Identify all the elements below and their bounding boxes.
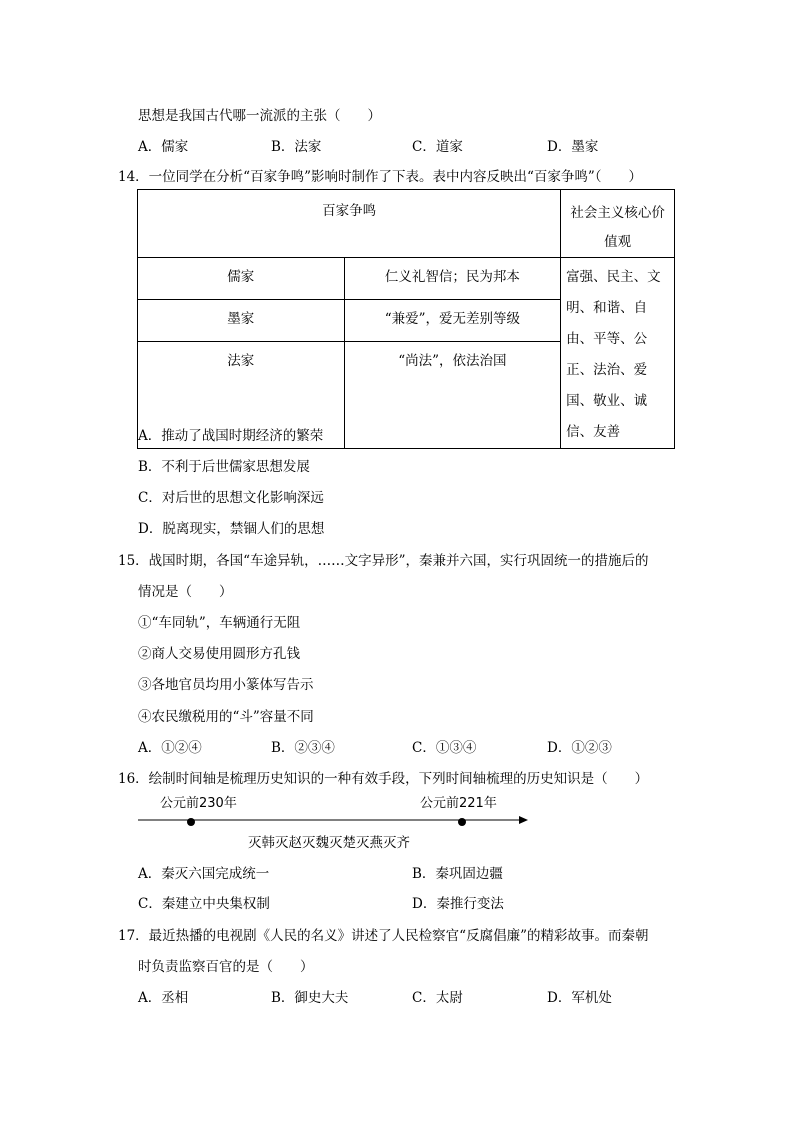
table-idea-cell: [344, 300, 561, 342]
table-values-cell: [561, 258, 675, 449]
timeline-axis: [138, 812, 538, 828]
timeline-start-label: 公元前230年: [160, 796, 237, 811]
timeline-caption: 灭韩灭赵灭魏灭楚灭燕灭齐: [248, 835, 410, 851]
q13-option-a: A．儒家: [138, 139, 189, 155]
table-school-cell: [138, 300, 345, 342]
q16-timeline: [138, 792, 538, 852]
q14-stem: 14．一位同学在分析“百家争鸣”影响时制作了下表。表中内容反映出“百家争鸣”（ ）: [118, 169, 643, 185]
header-right-line2: 值观: [604, 234, 632, 250]
q15-option-a: A．①②④: [138, 740, 202, 756]
timeline-end-label: 公元前221年: [420, 796, 497, 811]
q16-option-c: C．秦建立中央集权制: [138, 896, 270, 912]
q17-option-a: A．丞相: [138, 990, 189, 1006]
q17-option-c: C．太尉: [412, 990, 463, 1006]
q15-stem-line1: 15．战国时期，各国“车途异轨，……文字异形”，秦兼并六国，实行巩固统一的措施后的: [118, 553, 649, 569]
q15-option-c: C．①③④: [412, 740, 477, 756]
q16-option-d: D．秦推行变法: [412, 896, 504, 912]
idea-text: 仁义礼智信；民为邦本: [384, 269, 520, 285]
q13-stem: 思想是我国古代哪一流派的主张（ ）: [138, 108, 381, 124]
q15-stem-line2: 情况是（ ）: [138, 584, 233, 600]
idea-text: “兼爱”，爱无差别等级: [384, 311, 521, 328]
header-right-line1: 社会主义核心价: [570, 205, 665, 221]
q13-option-b: B．法家: [271, 139, 322, 155]
q16-option-b: B．秦巩固边疆: [412, 866, 503, 882]
q14-option-d: D．脱离现实，禁锢人们的思想: [138, 521, 325, 537]
q13-option-d: D．墨家: [547, 139, 599, 155]
school-text: 法家: [227, 353, 255, 370]
table-idea-cell: [344, 258, 561, 300]
q15-item-1: ①“车同轨”，车辆通行无阻: [138, 615, 301, 631]
school-text: 儒家: [227, 269, 255, 285]
q15-item-4: ④农民缴税用的“斗”容量不同: [138, 709, 314, 725]
q14-option-b: B．不利于后世儒家思想发展: [138, 459, 310, 475]
table-idea-cell: [344, 342, 561, 449]
timeline-start-dot: [187, 818, 195, 826]
q14-table: [137, 189, 675, 449]
table-header-left: [138, 190, 561, 258]
q14-option-a: A．推动了战国时期经济的繁荣: [138, 428, 324, 444]
table-header-right: [561, 190, 675, 258]
header-left-text: 百家争鸣: [322, 203, 377, 219]
timeline-arrow-icon: [519, 816, 528, 824]
q17-stem-line2: 时负责监察百官的是（ ）: [138, 959, 314, 975]
q17-option-b: B．御史大夫: [271, 990, 349, 1006]
q16-option-a: A．秦灭六国完成统一: [138, 866, 270, 882]
q15-option-b: B．②③④: [271, 740, 335, 756]
q17-option-d: D．军机处: [547, 990, 612, 1006]
school-text: 墨家: [227, 311, 255, 328]
q14-option-c: C．对后世的思想文化影响深远: [138, 490, 324, 506]
idea-text: “尚法”，依法治国: [398, 353, 507, 370]
timeline-end-dot: [458, 818, 466, 826]
q15-option-d: D．①②③: [547, 740, 612, 756]
q15-item-3: ③各地官员均用小篆体写告示: [138, 677, 314, 693]
q16-stem: 16．绘制时间轴是梳理历史知识的一种有效手段，下列时间轴梳理的历史知识是（ ）: [118, 771, 649, 787]
core-values-text: 富强、民主、文明、和谐、自由、平等、公正、法治、爱国、敬业、诚信、友善: [566, 269, 661, 440]
q13-option-c: C．道家: [412, 139, 463, 155]
q17-stem-line1: 17．最近热播的电视剧《人民的名义》讲述了人民检察官“反腐倡廉”的精彩故事。而秦朝: [118, 928, 649, 944]
q15-item-2: ②商人交易使用圆形方孔钱: [138, 646, 300, 662]
table-school-cell: [138, 258, 345, 300]
